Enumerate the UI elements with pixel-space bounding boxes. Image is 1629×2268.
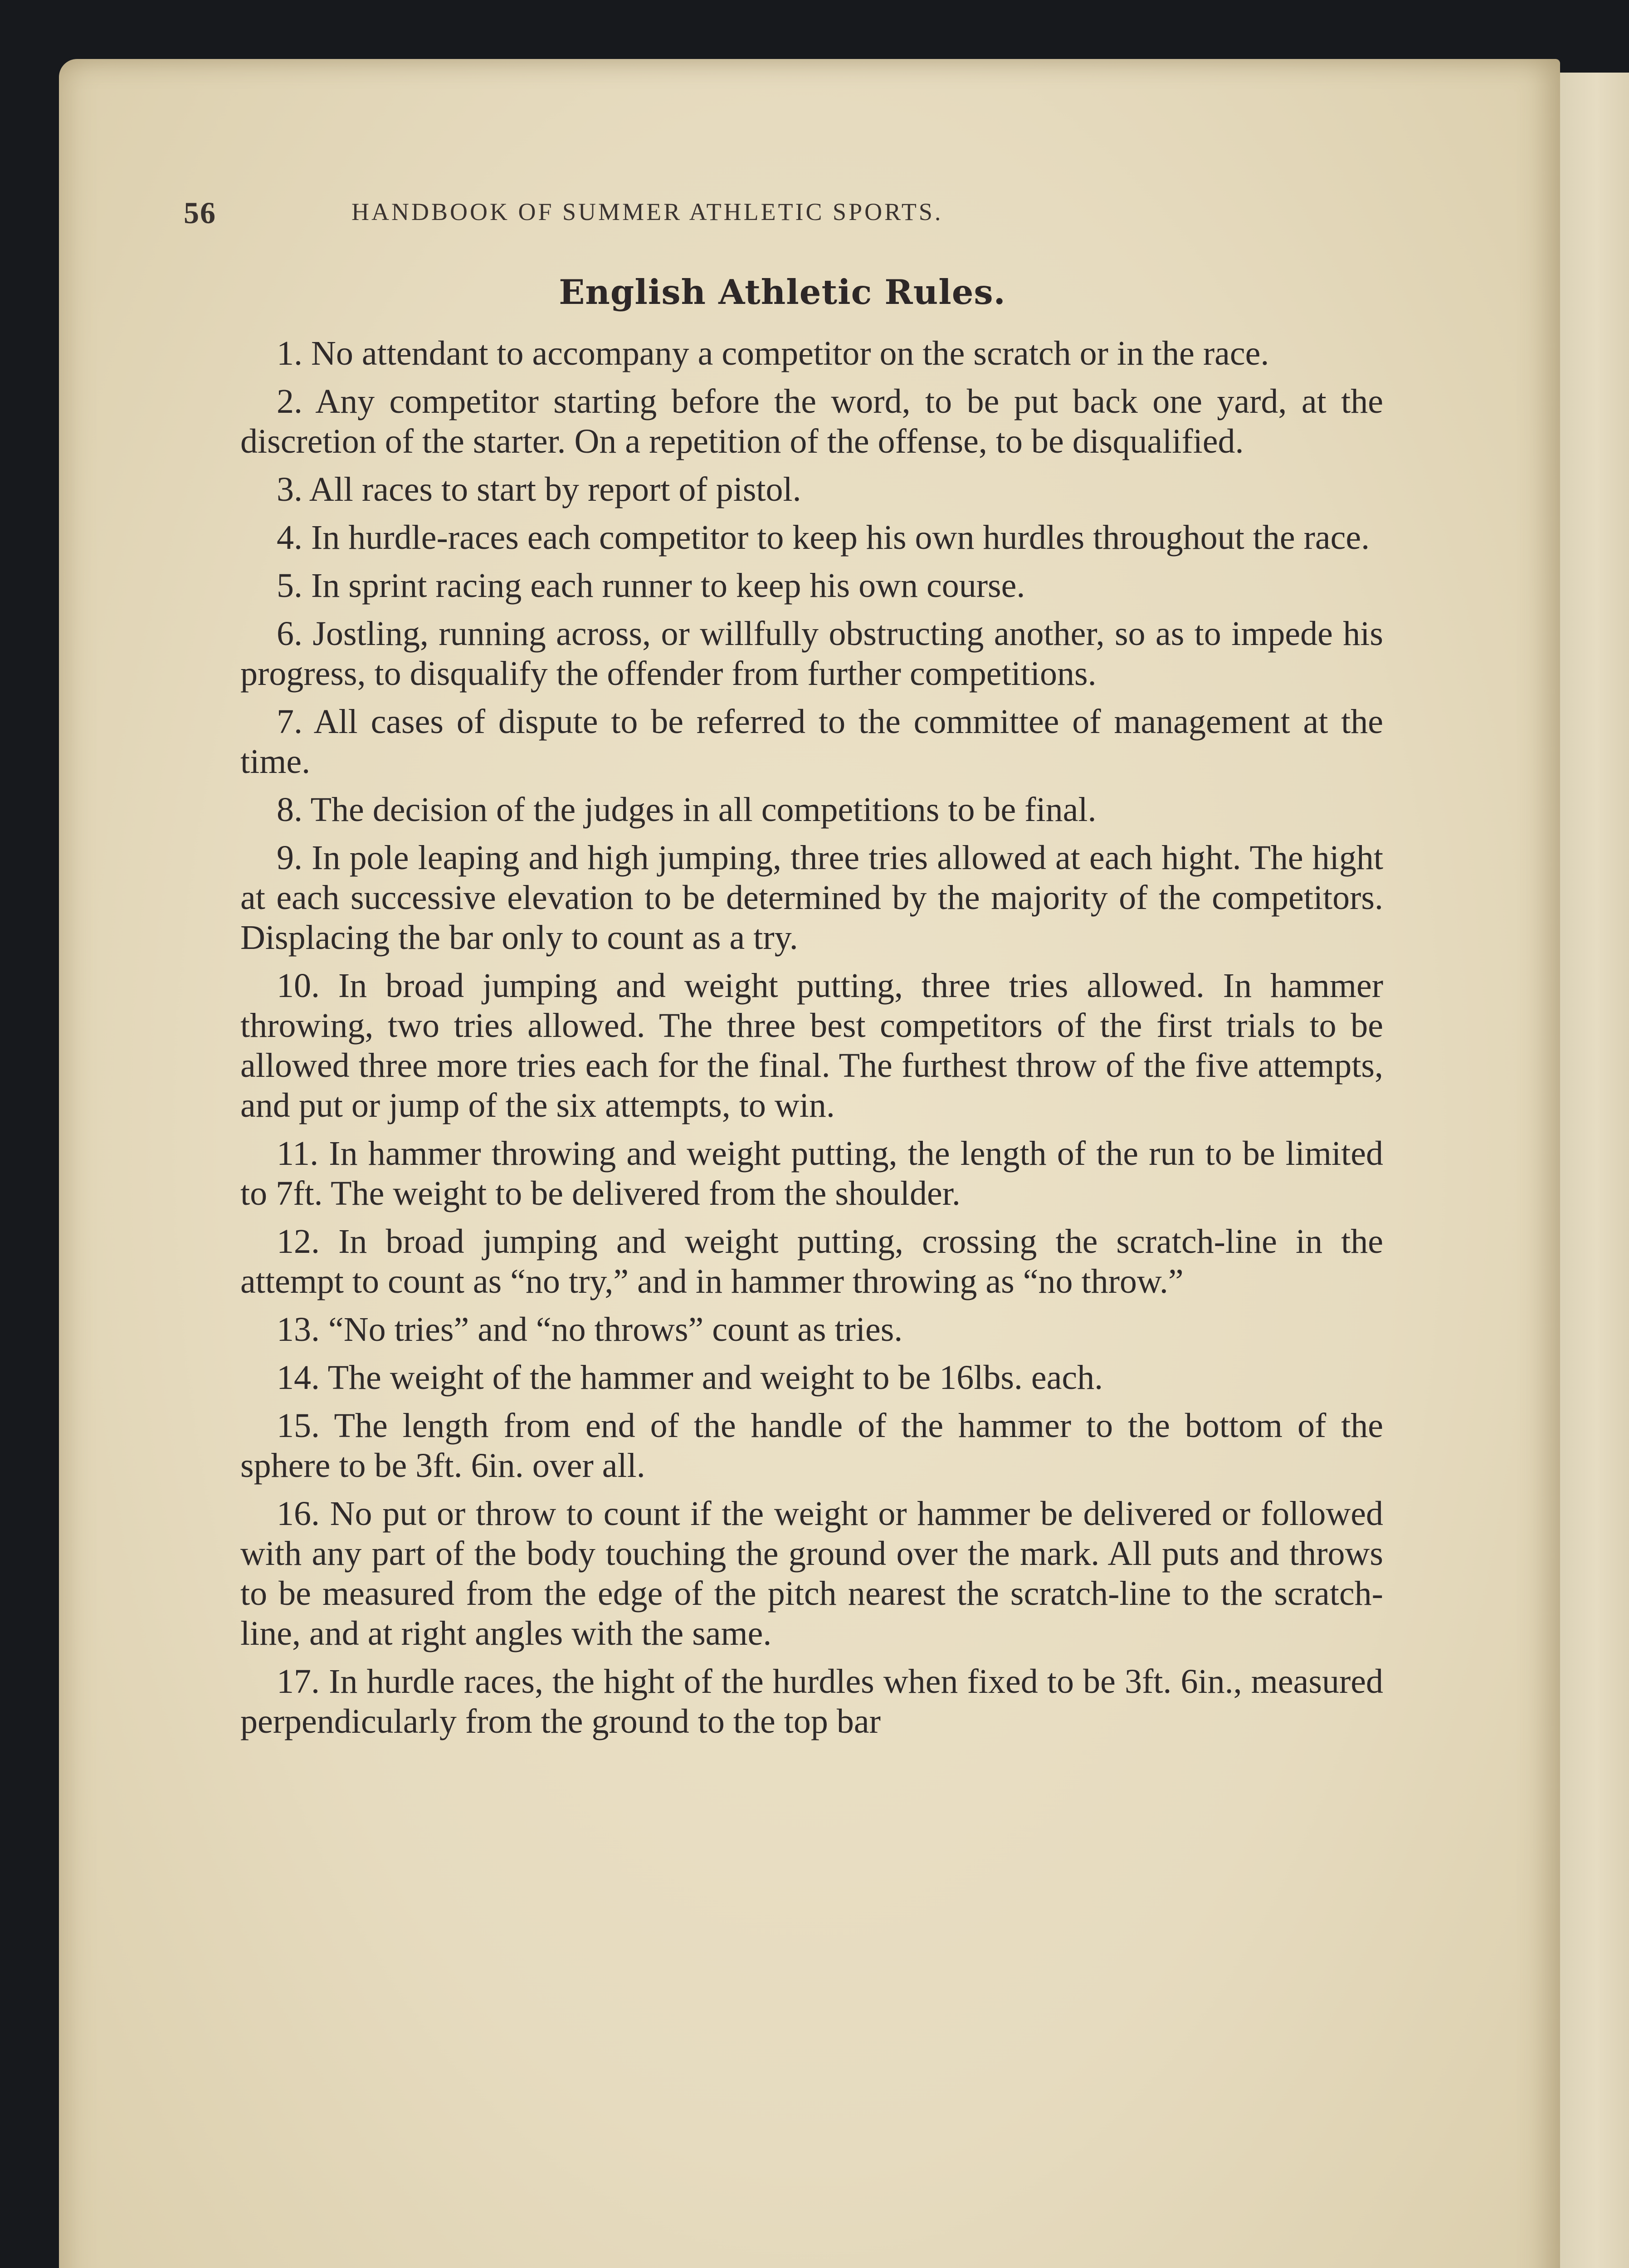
rule-item: 9. In pole leaping and high jumping, three tries allowed at each hight. The hight at each successive elevation to be determined by the majority of the competitors. Displacing the bar only to count as a try. xyxy=(240,839,1383,957)
rule-item: 6. Jostling, running across, or willfully obstructing another, so as to impede his progress, to disqualify the offender from further competitions. xyxy=(240,615,1383,693)
rule-item: 4. In hurdle-races each competitor to keep his own hurdles throughout the race. xyxy=(277,518,1370,557)
rule-item: 2. Any competitor starting before the word, to be put back one yard, at the discretion of the starter. On a repetition of the offense, to be disqualified. xyxy=(240,382,1383,460)
rule-item: 15. The length from end of the handle of the hammer to the bottom of the sphere to be 3ft. 6in. over all. xyxy=(240,1407,1383,1485)
page-header xyxy=(184,195,1345,231)
rule-item: 16. No put or throw to count if the weight or hammer be delivered or followed with any part of the body touching the ground over the mark. All puts and throws to be measured from the edge of the pitch nearest the scratch-line to the scratch-line, and at right angles with the same. xyxy=(240,1495,1383,1652)
rule-item: 7. All cases of dispute to be referred to the committee of management at the time. xyxy=(240,703,1383,781)
page-number: 56 xyxy=(184,196,216,230)
rule-item: 12. In broad jumping and weight putting, crossing the scratch-line in the attempt to count as “no try,” and in hammer throwing as “no throw.” xyxy=(240,1222,1383,1300)
rule-item: 10. In broad jumping and weight putting, three tries allowed. In hammer throwing, two tries allowed. The three best competitors of the first trials to be allowed three more tries each for the final. The furthest throw of the five attempts, and put or jump of the six attempts, to win. xyxy=(240,967,1383,1124)
rule-item: 3. All races to start by report of pistol. xyxy=(277,470,801,508)
rule-item: 11. In hammer throwing and weight putting, the length of the run to be limited to 7ft. The weight to be delivered from the shoulder. xyxy=(240,1134,1383,1212)
rule-item: 1. No attendant to accompany a competitor on the scratch or in the race. xyxy=(277,334,1269,372)
adjacent-page-edge xyxy=(1551,73,1629,2268)
rule-item: 14. The weight of the hammer and weight to be 16lbs. each. xyxy=(277,1359,1103,1397)
rules-list xyxy=(240,333,1383,1750)
rule-item: 13. “No tries” and “no throws” count as tries. xyxy=(277,1310,903,1349)
running-head: HANDBOOK OF SUMMER ATHLETIC SPORTS. xyxy=(351,198,943,225)
rule-item: 8. The decision of the judges in all competitions to be final. xyxy=(277,791,1097,829)
rule-item: 17. In hurdle races, the hight of the hurdles when fixed to be 3ft. 6in., measured perpendicularly from the ground to the top bar xyxy=(240,1662,1383,1740)
section-title: English Athletic Rules. xyxy=(559,272,1006,312)
rule-item: 5. In sprint racing each runner to keep his own course. xyxy=(277,567,1025,605)
